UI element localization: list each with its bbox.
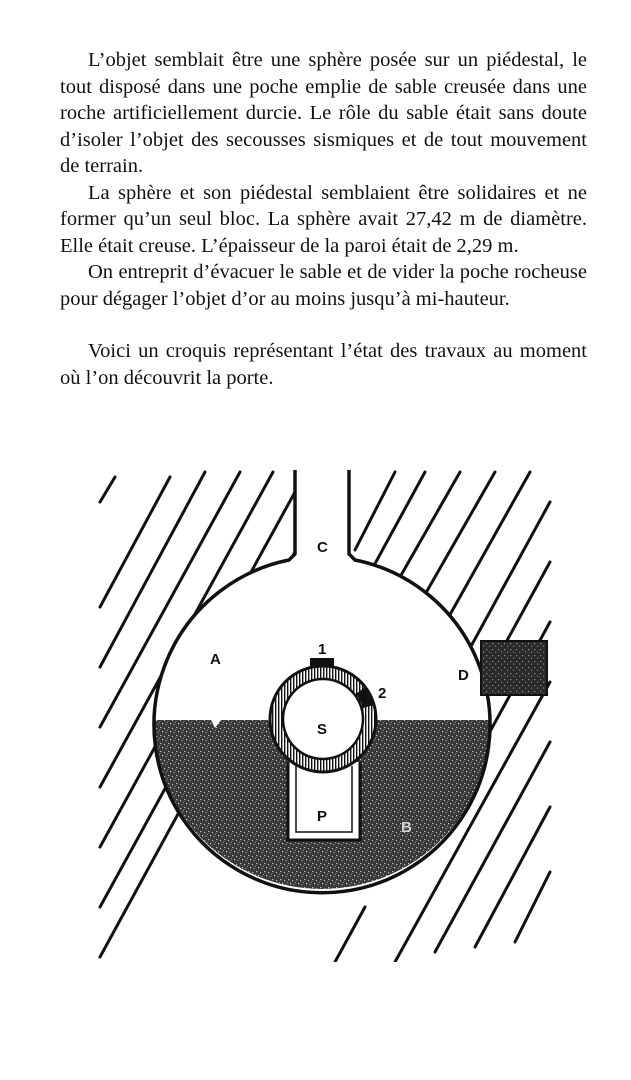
pedestal — [288, 762, 360, 840]
sphere-interior — [283, 679, 363, 759]
paragraph-2: La sphère et son piédestal semblaient être solidaires et ne former qu’un seul bloc. La sphère avait 27,42 m de diamètre. Elle était creuse. L’épaisseur de la paroi était de 2,29 m. — [60, 181, 587, 257]
label-c: C — [317, 539, 328, 556]
label-one: 1 — [318, 641, 327, 658]
paragraph-1: L’objet semblait être une sphère posée sur un piédestal, le tout disposé dans une poche emplie de sable creusée dans une roche artificiellement durcie. Le rôle du sable était sans doute d’isoler l’objet des secousses sismiques et de tout mouvement de terrain. — [60, 49, 587, 177]
paragraph-4: Voici un croquis représentant l’état des travaux au moment où l’on découvrit la porte. — [60, 340, 587, 389]
label-s: S — [317, 721, 328, 738]
cross-section-sketch — [95, 462, 555, 962]
label-d: D — [458, 667, 469, 684]
label-b: B — [401, 819, 412, 836]
label-two: 2 — [378, 685, 387, 702]
label-p: P — [317, 808, 328, 825]
label-a: A — [210, 651, 221, 668]
marker-1 — [310, 658, 334, 667]
paragraph-3: On entreprit d’évacuer le sable et de vider la poche rocheuse pour dégager l’objet d’or au moins jusqu’à mi-hauteur. — [60, 261, 587, 310]
body-text — [60, 47, 587, 391]
tunnel-d — [481, 641, 547, 695]
